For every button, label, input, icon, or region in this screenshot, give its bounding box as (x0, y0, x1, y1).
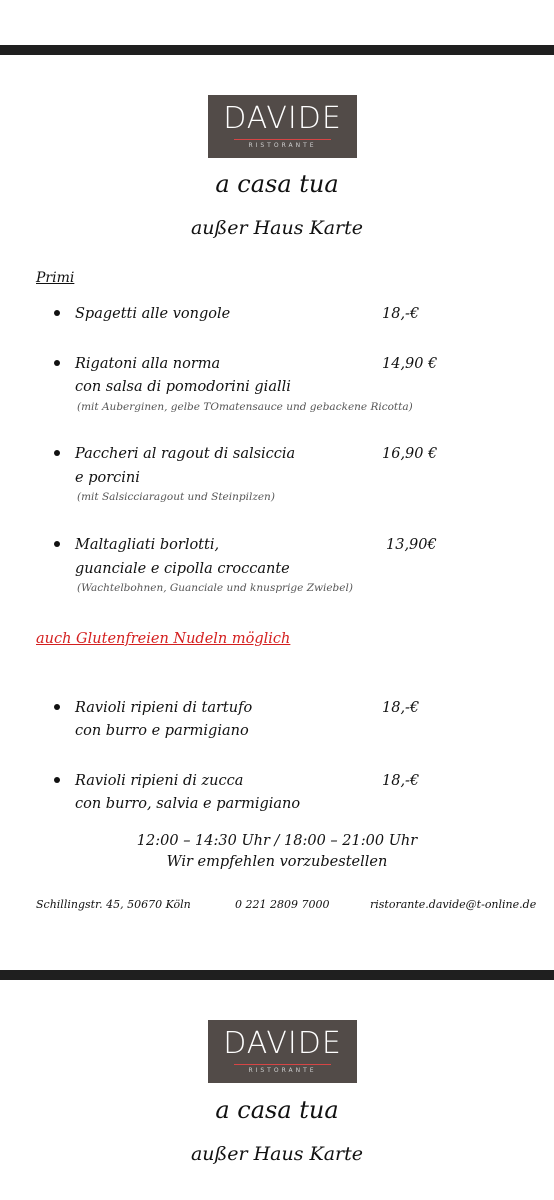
logo-subtitle: RISTORANTE (248, 1067, 317, 1074)
page-title: a casa tua (215, 1096, 339, 1124)
dish-name: Maltagliati borlotti, (75, 537, 220, 553)
restaurant-email: ristorante.davide@t-online.de (370, 898, 537, 911)
dish-description: con burro e parmigiano (75, 723, 249, 739)
bullet-icon (54, 704, 60, 710)
dish-price: 18,-€ (382, 306, 420, 322)
bullet-icon (54, 360, 60, 366)
dish-description: con salsa di pomodorini gialli (75, 379, 291, 395)
page-separator-top (0, 45, 554, 55)
section-heading-primi: Primi (36, 270, 75, 286)
dish-price: 13,90€ (386, 537, 437, 553)
opening-hours: 12:00 – 14:30 Uhr / 18:00 – 21:00 Uhr (136, 833, 418, 849)
dish-note: (Wachtelbohnen, Guanciale und knusprige Zwiebel) (77, 582, 353, 594)
logo-accent-line (234, 1064, 331, 1065)
dish-price: 18,-€ (382, 773, 420, 789)
page-subtitle: außer Haus Karte (190, 1143, 364, 1165)
dish-note: (mit Salsicciaragout und Steinpilzen) (77, 491, 275, 503)
dish-description: guanciale e cipolla croccante (75, 561, 290, 577)
logo-accent-line (234, 139, 331, 140)
logo-wordmark: DAVIDE (223, 101, 342, 136)
bullet-icon (54, 450, 60, 456)
page-subtitle: außer Haus Karte (190, 217, 364, 239)
dish-price: 18,-€ (382, 700, 420, 716)
dish-name: Ravioli ripieni di tartufo (75, 700, 253, 716)
dish-description: e porcini (75, 470, 140, 486)
reservation-note: Wir empfehlen vorzubestellen (166, 854, 388, 870)
davide-logo (208, 1020, 357, 1083)
restaurant-address: Schillingstr. 45, 50670 Köln (36, 898, 191, 911)
logo-subtitle: RISTORANTE (248, 142, 317, 149)
dish-note: (mit Auberginen, gelbe TOmatensauce und gebackene Ricotta) (77, 401, 413, 413)
dish-name: Rigatoni alla norma (75, 356, 221, 372)
dish-description: con burro, salvia e parmigiano (75, 796, 301, 812)
dish-name: Paccheri al ragout di salsiccia (75, 446, 296, 462)
logo-wordmark: DAVIDE (223, 1026, 342, 1061)
dish-name: Ravioli ripieni di zucca (75, 773, 244, 789)
restaurant-phone: 0 221 2809 7000 (235, 898, 330, 911)
davide-logo (208, 95, 357, 158)
page-title: a casa tua (215, 170, 339, 198)
bullet-icon (54, 310, 60, 316)
bullet-icon (54, 777, 60, 783)
dish-price: 16,90 € (382, 446, 438, 462)
gluten-free-notice: auch Glutenfreien Nudeln möglich (36, 631, 291, 647)
dish-price: 14,90 € (382, 356, 438, 372)
bullet-icon (54, 541, 60, 547)
page-separator (0, 970, 554, 980)
dish-name: Spagetti alle vongole (75, 306, 231, 322)
